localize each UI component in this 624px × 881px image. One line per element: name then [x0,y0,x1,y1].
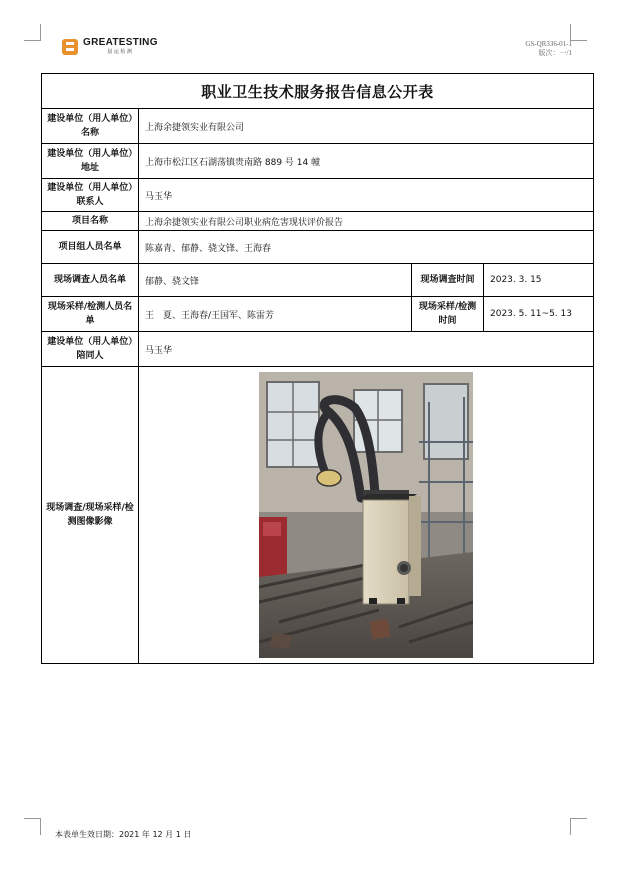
document-number [525,40,572,58]
company-logo [62,38,158,55]
crop-mark-bottom-right [570,818,587,835]
project-name-label: 项目名称 [42,212,139,231]
effective-date: 本表单生效日期：2021 年 12 月 1 日 [55,830,192,839]
escort-label: 建设单位（用人单位）陪同人 [42,332,139,367]
project-name-value: 上海余捷领实业有限公司职业病危害现状评价报告 [139,212,594,231]
unit-name-label: 建设单位（用人单位）名称 [42,109,139,144]
site-photo [259,372,473,658]
crop-mark-top-left [24,24,41,41]
contact-value: 马玉华 [139,179,594,212]
edition: 版次：一/1 [538,49,572,57]
photo-cell [139,367,594,664]
unit-address-value: 上海市松江区石湖荡镇贵南路 889 号 14 幢 [139,144,594,179]
sampling-staff-value: 王 夏、王海春/王国军、陈雷芳 [139,297,412,332]
escort-value: 马玉华 [139,332,594,367]
survey-staff-value: 郁静、骁文锋 [139,264,412,297]
sampling-time-value: 2023. 5. 11~5. 13 [484,297,594,332]
project-members-value: 陈嘉青、郁静、骁文锋、王海春 [139,231,594,264]
sampling-staff-label: 现场采样/检测人员名单 [42,297,139,332]
survey-staff-label: 现场调查人员名单 [42,264,139,297]
logo-text-cn: 晨运检测 [107,49,134,55]
contact-label: 建设单位（用人单位）联系人 [42,179,139,212]
form-title: 职业卫生技术服务报告信息公开表 [42,74,594,109]
photo-label: 现场调查/现场采样/检测图像影像 [42,367,139,664]
crop-mark-bottom-left [24,818,41,835]
logo-icon [62,39,78,55]
logo-text-en: GREATESTING [83,37,158,48]
unit-name-value: 上海余捷领实业有限公司 [139,109,594,144]
crop-mark-top-right [570,24,587,41]
sampling-time-label: 现场采样/检测时间 [412,297,484,332]
project-members-label: 项目组人员名单 [42,231,139,264]
doc-code: GS-QR336-01-1 [525,40,572,48]
disclosure-form-table [41,73,594,664]
survey-time-value: 2023. 3. 15 [484,264,594,297]
survey-time-label: 现场调查时间 [412,264,484,297]
unit-address-label: 建设单位（用人单位）地址 [42,144,139,179]
